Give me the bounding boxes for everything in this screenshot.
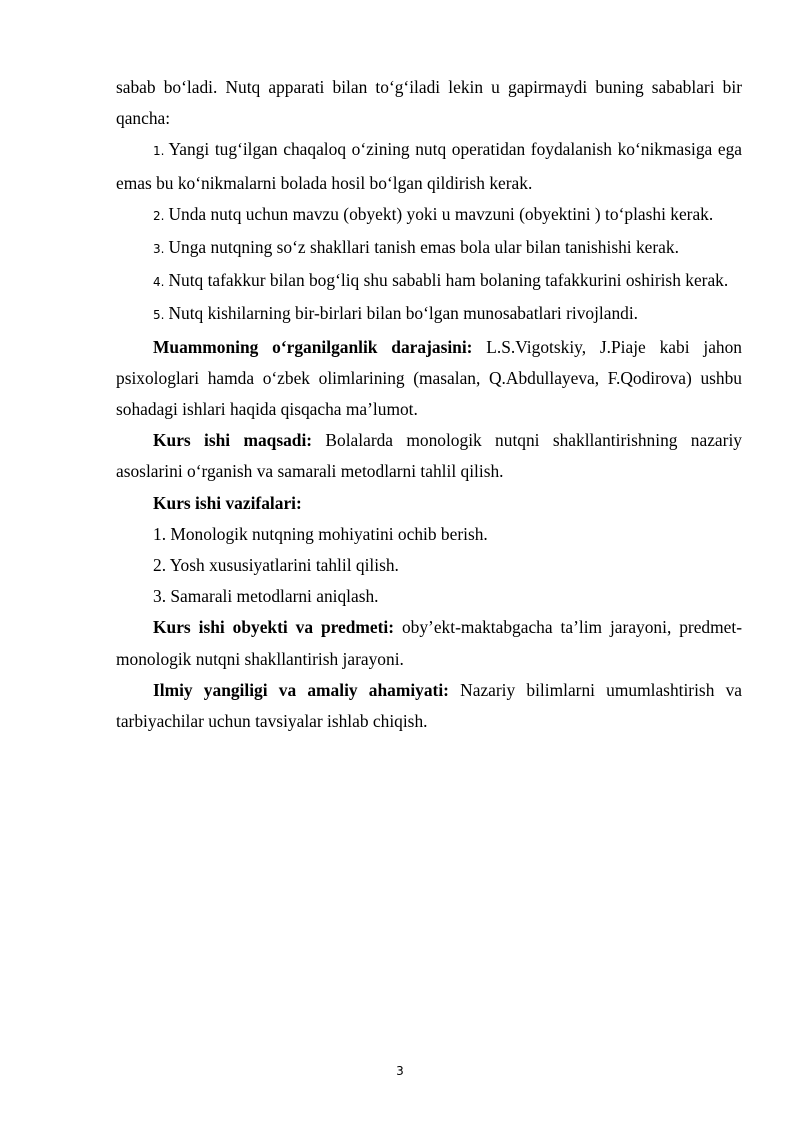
- reason-number: 5.: [153, 308, 165, 323]
- novelty-paragraph: [116, 675, 742, 737]
- research-status-label: Muammoning oʻrganilganlik darajasini:: [153, 336, 473, 357]
- tasks-heading: Kurs ishi vazifalari:: [153, 492, 302, 513]
- reason-item-5: [116, 298, 742, 331]
- task-item-3: 3. Samarali metodlarni aniqlash.: [153, 586, 379, 607]
- reason-number: 1.: [153, 144, 165, 159]
- document-page: [116, 72, 742, 737]
- intro-paragraph: sabab boʻladi. Nutq apparati bilan toʻgʻiladi lekin u gapirmaydi buning sabablari bir qancha:: [116, 77, 742, 129]
- novelty-text: Nazariy bilimlarni umumlashtirish va tarbiyachilar uchun tavsiyalar ishlab chiqish.: [116, 679, 742, 732]
- object-subject-text: oby’ekt-maktabgacha ta’lim jarayoni, predmet-monologik nutqni shakllantirish jarayoni.: [116, 617, 742, 669]
- reason-number: 2.: [153, 208, 165, 223]
- task-item-1: 1. Monologik nutqning mohiyatini ochib berish.: [153, 523, 488, 544]
- object-subject-label: Kurs ishi obyekti va predmeti:: [153, 617, 395, 638]
- reason-text: Unda nutq uchun mavzu (obyekt) yoki u mavzuni (obyektini ) toʻplashi kerak.: [168, 203, 714, 224]
- reason-text: Nutq kishilarning bir-birlari bilan boʻlgan munosabatlari rivojlandi.: [168, 303, 639, 324]
- goal-label: Kurs ishi maqsadi:: [153, 430, 313, 451]
- reason-item-4: [116, 265, 742, 298]
- reason-number: 4.: [153, 275, 165, 290]
- task-item-2: 2. Yosh xususiyatlarini tahlil qilish.: [153, 555, 399, 576]
- reason-text: Nutq tafakkur bilan bogʻliq shu sababli ham bolaning tafakkurini oshirish kerak.: [168, 270, 729, 291]
- reason-text: Unga nutqning soʻz shakllari tanish emas bola ular bilan tanishishi kerak.: [168, 237, 679, 258]
- page-number: 3: [396, 1064, 404, 1078]
- reason-number: 3.: [153, 242, 165, 257]
- reason-item-2: [116, 199, 742, 232]
- reason-item-3: [116, 232, 742, 265]
- reason-item-1: [116, 134, 742, 198]
- object-subject-paragraph: [116, 612, 742, 674]
- reason-text: Yangi tugʻilgan chaqaloq oʻzining nutq operatidan foydalanish koʻnikmasiga ega emas bu koʻnikmalarni bolada hosil boʻlgan qildirish kerak.: [116, 139, 742, 193]
- goal-text: Bolalarda monologik nutqni shakllantirishning nazariy asoslarini oʻrganish va samarali metodlarni tahlil qilish.: [116, 430, 742, 482]
- goal-paragraph: [116, 425, 742, 487]
- research-status-paragraph: [116, 332, 742, 426]
- novelty-label: Ilmiy yangiligi va amaliy ahamiyati:: [153, 679, 449, 700]
- research-status-text: L.S.Vigotskiy, J.Piaje kabi jahon psixologlari hamda oʻzbek olimlarining (masalan, Q.Abdullayeva, F.Qodirova) ushbu sohadagi ishlari haqida qisqacha maʼlumot.: [116, 336, 742, 420]
